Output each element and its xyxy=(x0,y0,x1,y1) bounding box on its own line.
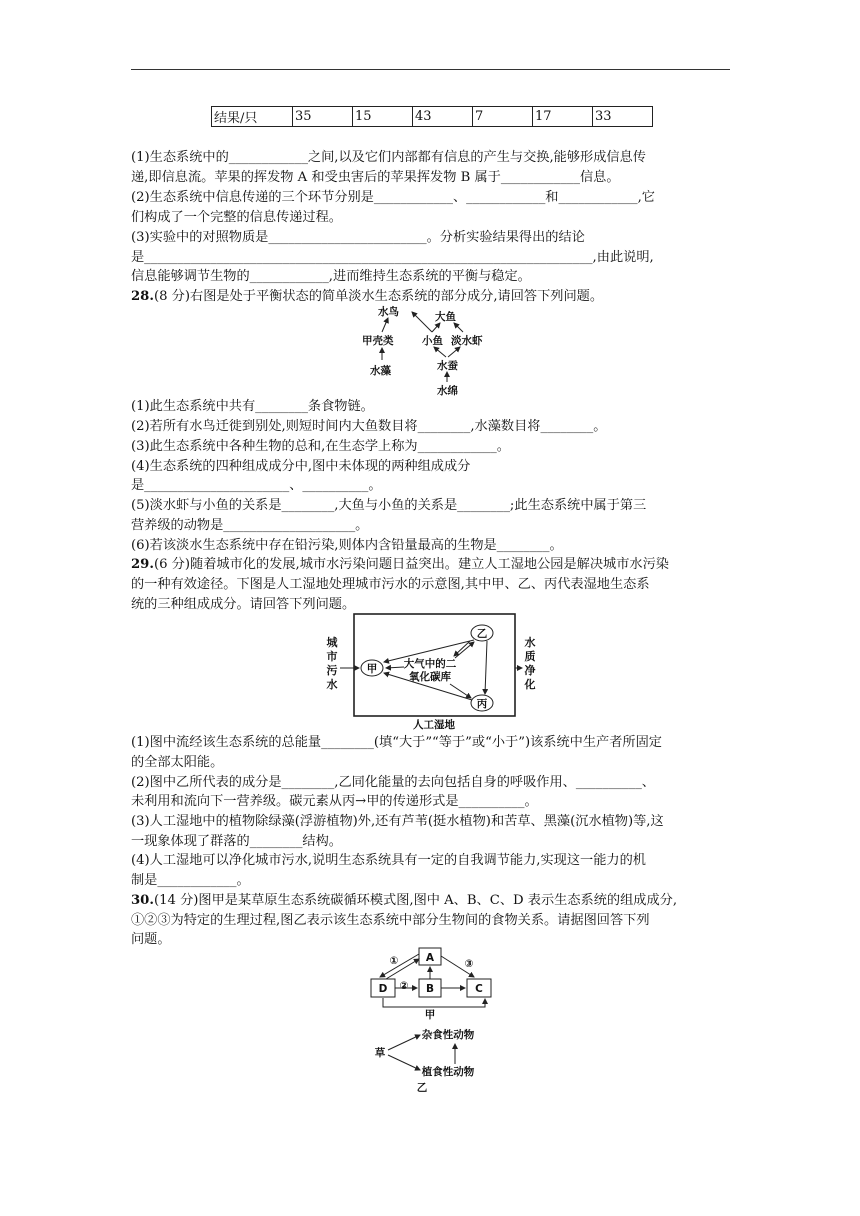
node-zashi: 杂食性动物 xyxy=(421,1029,475,1041)
process-3: ③ xyxy=(464,958,474,970)
question-number: 30. xyxy=(131,893,154,908)
question-stem: (6 分)随着城市化的发展,城市水污染问题日益突出。建立人工湿地公园是解决城市水污染 xyxy=(153,557,669,572)
wetland-diagram xyxy=(320,612,550,732)
text-line: 的全部太阳能。 xyxy=(131,755,224,770)
question-stem: (8 分)右图是处于平衡状态的简单淡水生态系统的部分成分,请回答下列问题。 xyxy=(153,289,604,304)
node-cao: 草 xyxy=(374,1047,386,1059)
table-row xyxy=(212,107,653,127)
text-line: 统的三种组成成分。请回答下列问题。 xyxy=(131,597,356,612)
node-dayu: 大鱼 xyxy=(435,311,456,323)
node-jia: 甲 xyxy=(366,663,378,675)
text-line: (5)淡水虾与小鱼的关系是________,大鱼与小鱼的关系是________;此生态系统中属于第三 xyxy=(131,498,647,513)
question-number: 29. xyxy=(131,557,154,572)
question-stem: (14 分)图甲是某草原生态系统碳循环模式图,图中 A、B、C、D 表示生态系统的组成成分, xyxy=(153,893,678,908)
question-30 xyxy=(131,893,677,909)
label-left-1: 城 xyxy=(326,636,338,649)
label-right-1: 水 xyxy=(524,636,536,649)
text-line: 问题。 xyxy=(131,932,171,947)
node-shuimian: 水绵 xyxy=(437,385,458,397)
caption-yi: 乙 xyxy=(416,1082,428,1094)
food-web-diagram xyxy=(360,302,500,402)
label-left-4: 水 xyxy=(326,678,338,691)
table-cell: 7 xyxy=(473,107,533,127)
table-cell: 33 xyxy=(593,107,653,127)
table-cell: 17 xyxy=(533,107,593,127)
text-line: ①②③为特定的生理过程,图乙表示该生态系统中部分生物间的食物关系。请据图回答下列 xyxy=(131,913,650,928)
label-right-3: 净 xyxy=(524,664,536,677)
text-line: (1)生态系统中的____________之间,以及它们内部都有信息的产生与交换,能够形成信息传 xyxy=(131,150,646,165)
node-A: A xyxy=(425,952,435,964)
text-line: (1)此生态系统中共有________条食物链。 xyxy=(131,399,374,414)
text-line: (2)图中乙所代表的成分是________,乙同化能量的去向包括自身的呼吸作用、__________、 xyxy=(131,775,655,790)
text-line: 一现象体现了群落的________结构。 xyxy=(131,834,342,849)
node-B: B xyxy=(425,983,435,995)
question-number: 28. xyxy=(131,289,154,304)
text-line: (4)人工湿地可以净化城市污水,说明生态系统具有一定的自我调节能力,实现这一能力的机 xyxy=(131,853,646,868)
caption-jia: 甲 xyxy=(424,1009,436,1021)
process-1: ① xyxy=(389,955,399,967)
node-shuizao: 水藻 xyxy=(370,365,391,377)
table-cell: 35 xyxy=(293,107,353,127)
process-2: ② xyxy=(399,980,409,992)
text-line: (4)生态系统的四种组成成分中,图中未体现的两种组成成分 xyxy=(131,459,471,474)
node-bing: 丙 xyxy=(476,698,488,710)
node-jiake: 甲壳类 xyxy=(362,335,394,347)
carbon-cycle-diagram xyxy=(360,944,510,1094)
question-29 xyxy=(131,557,669,573)
text-line: 信息能够调节生物的____________,进而维持生态系统的平衡与稳定。 xyxy=(131,269,531,284)
text-line: 是______________________、__________。 xyxy=(131,478,382,493)
text-line: (1)图中流经该生态系统的总能量________(填“大于”“等于”或“小于”)该系统中生产者所固定 xyxy=(131,735,662,750)
text-line: 营养级的动物是____________________。 xyxy=(131,518,369,533)
node-shuican: 水蚕 xyxy=(437,360,458,372)
table-header-cell: 结果/只 xyxy=(212,107,293,127)
node-co2-line1: 大气中的二 xyxy=(403,658,457,670)
label-right-4: 化 xyxy=(524,678,536,691)
node-shuiniao: 水鸟 xyxy=(378,306,399,318)
text-line: (2)若所有水鸟迁徙到别处,则短时间内大鱼数目将________,水藻数目将________。 xyxy=(131,419,607,434)
node-xia: 淡水虾 xyxy=(451,335,483,347)
node-C: C xyxy=(475,983,483,995)
header-rule xyxy=(131,69,730,70)
node-co2-line2: 氧化碳库 xyxy=(409,671,451,683)
table-cell: 43 xyxy=(413,107,473,127)
text-line: (2)生态系统中信息传递的三个环节分别是____________、____________和____________,它 xyxy=(131,190,655,205)
table-cell: 15 xyxy=(353,107,413,127)
text-line: (6)若该淡水生态系统中存在铅污染,则体内含铅量最高的生物是________。 xyxy=(131,538,563,553)
text-line: (3)人工湿地中的植物除绿藻(浮游植物)外,还有芦苇(挺水植物)和苦草、黑藻(沉水植物)等,这 xyxy=(131,814,664,829)
node-yi: 乙 xyxy=(476,628,488,640)
text-line: 们构成了一个完整的信息传递过程。 xyxy=(131,210,342,225)
label-left-3: 污 xyxy=(326,664,338,677)
text-line: 制是____________。 xyxy=(131,873,250,888)
node-D: D xyxy=(378,983,388,995)
text-line: (3)此生态系统中各种生物的总和,在生态学上称为____________。 xyxy=(131,439,510,454)
text-line: 的一种有效途径。下图是人工湿地处理城市污水的示意图,其中甲、乙、丙代表湿地生态系 xyxy=(131,577,650,592)
text-line: (3)实验中的对照物质是________________________。分析实验结果得出的结论 xyxy=(131,230,585,245)
text-line: 未利用和流向下一营养级。碳元素从丙→甲的传递形式是__________。 xyxy=(131,794,538,809)
node-zhishi: 植食性动物 xyxy=(421,1066,475,1078)
label-right-2: 质 xyxy=(524,650,536,663)
label-left-2: 市 xyxy=(326,650,338,663)
result-table xyxy=(211,106,653,127)
node-xiaoyu: 小鱼 xyxy=(422,335,443,347)
text-line: 递,即信息流。苹果的挥发物 A 和受虫害后的苹果挥发物 B 属于____________信息。 xyxy=(131,170,620,185)
text-line: 是____________________________________________________________________,由此说明, xyxy=(131,250,654,265)
wetland-caption: 人工湿地 xyxy=(413,719,455,731)
